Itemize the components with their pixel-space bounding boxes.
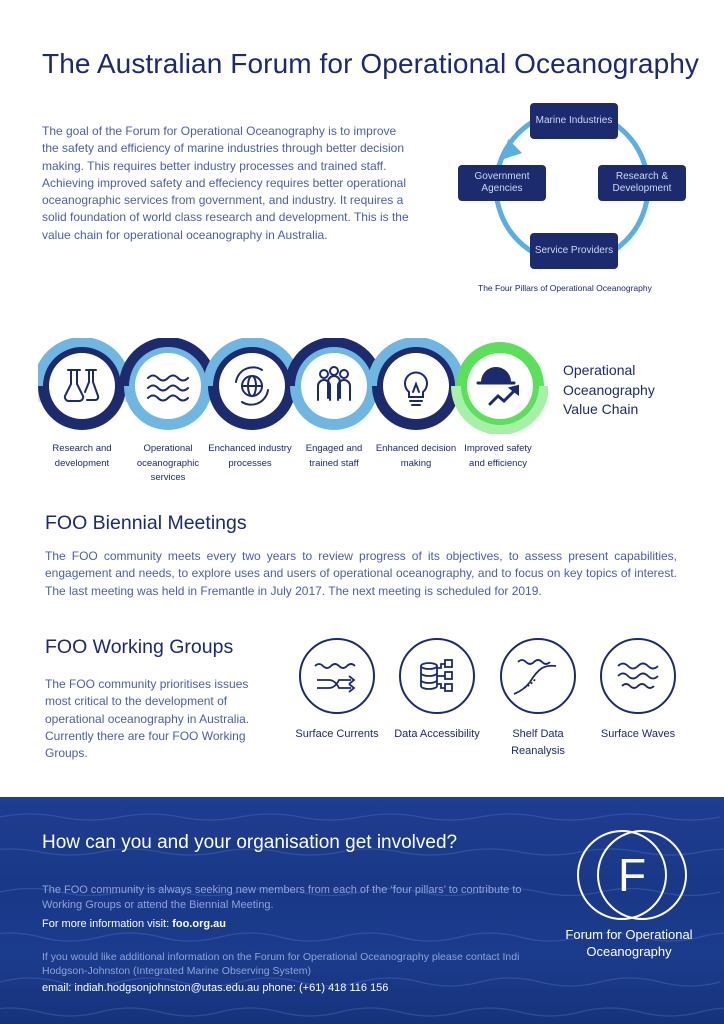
value-chain-title: Operational Oceanography Value Chain bbox=[563, 362, 655, 417]
website-link[interactable]: foo.org.au bbox=[172, 918, 226, 930]
database-icon bbox=[387, 636, 487, 716]
meetings-heading: FOO Biennial Meetings bbox=[45, 512, 247, 534]
chain-ring-1 bbox=[38, 342, 126, 430]
four-pillars-diagram bbox=[448, 95, 688, 300]
pillar-research-development: Research & Development bbox=[598, 165, 686, 201]
contact-details[interactable]: email: indiah.hodgsonjohnston@utas.edu.au phone: (+61) 418 116 156 bbox=[42, 982, 389, 994]
shelf-icon bbox=[488, 636, 588, 716]
pillar-service-providers: Service Providers bbox=[530, 233, 618, 269]
wg-label-surface-currents: Surface Currents bbox=[295, 728, 379, 740]
intro-paragraph: The goal of the Forum for Operational Oceanography is to improve the safety and efficiency of marine industries through better decision making. This requires better industry processes and trained staff. Achieving improved safety and effeciency requires better operational oceanographic services from government, and industry. It requires a solid foundation of world class research and development. This is the value chain for operational oceanography in Australia. bbox=[42, 124, 409, 242]
page-title: The Australian Forum for Operational Oceanography bbox=[42, 48, 700, 79]
wg-label-shelf-data: Shelf Data Reanalysis bbox=[511, 728, 565, 757]
chain-label-6: Improved safety and efficiency bbox=[464, 443, 532, 469]
meetings-paragraph: The FOO community meets every two years to review progress of its objectives, to assess present capabilities, engagement and needs, to explore uses and users of operational oceanography, and to focus on key topics of interest. The last meeting was held in Fremantle in July 2017. The next meeting is scheduled for 2019. bbox=[45, 549, 677, 598]
contact-paragraph: If you would like additional information on the Forum for Operational Oceanography please contact Indi Hodgson-Johnston (Integrated Marine Observing System) bbox=[42, 951, 520, 977]
wg-label-surface-waves: Surface Waves bbox=[600, 728, 676, 740]
wg-label-data-accessibility: Data Accessibility bbox=[394, 728, 480, 740]
value-chain-graphic bbox=[38, 338, 548, 434]
pillars-caption: The Four Pillars of Operational Oceanography bbox=[478, 283, 652, 293]
involvement-paragraph: The FOO community is always seeking new members from each of the ‘four pillars’ to contribute to Working Groups or attend the Biennial Meeting. bbox=[42, 884, 522, 911]
pillar-government-agencies: Government Agencies bbox=[458, 165, 546, 201]
chain-label-3: Enchanced industry processes bbox=[208, 443, 292, 469]
chain-label-1: Research and development bbox=[52, 443, 112, 469]
logo-name: Forum for Operational Oceanography bbox=[565, 927, 693, 959]
chain-label-2: Operational oceanographic services bbox=[136, 443, 200, 483]
more-info-line bbox=[42, 918, 226, 930]
foo-logo bbox=[574, 827, 690, 923]
pillar-marine-industries: Marine Industries bbox=[530, 103, 618, 139]
surface-waves-icon bbox=[588, 636, 688, 716]
surface-currents-icon bbox=[287, 636, 387, 716]
working-groups-heading: FOO Working Groups bbox=[45, 636, 234, 658]
chain-ring-4 bbox=[290, 342, 378, 430]
chain-label-4: Engaged and trained staff bbox=[305, 443, 363, 469]
chain-ring-6 bbox=[456, 342, 544, 430]
logo-letter: F bbox=[617, 849, 647, 901]
chain-ring-2 bbox=[124, 342, 212, 430]
involvement-heading: How can you and your organisation get involved? bbox=[42, 832, 458, 853]
chain-label-5: Enhanced decision making bbox=[375, 443, 457, 469]
more-info-label: For more information visit: bbox=[42, 918, 173, 930]
working-groups-paragraph: The FOO community prioritises issues most critical to the development of operational oceanography in Australia. Currently there are four FOO Working Groups. bbox=[45, 677, 250, 761]
